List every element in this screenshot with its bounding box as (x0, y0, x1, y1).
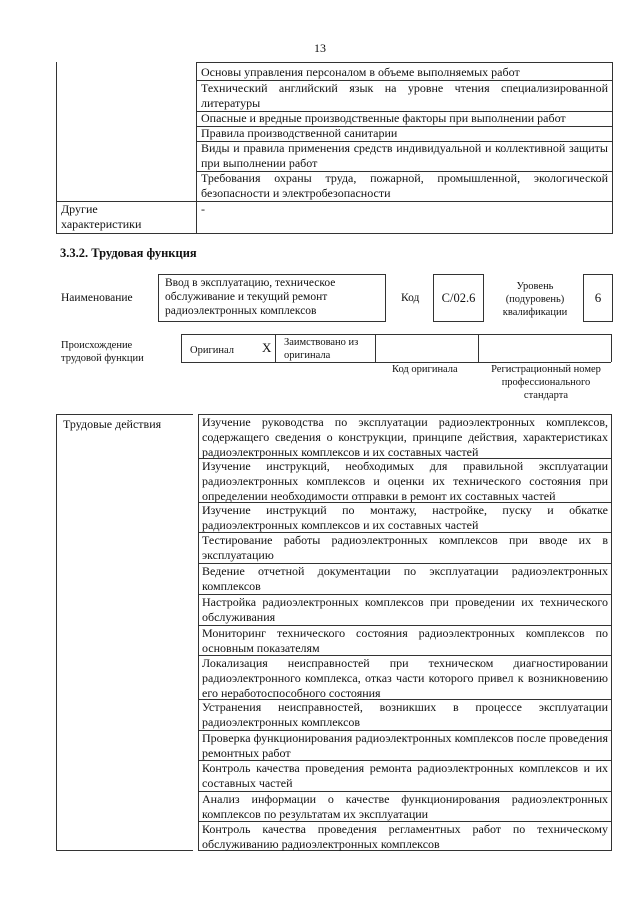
table-row: Мониторинг технического состояния радиоэлектронных комплексов по основным показателям (198, 625, 612, 655)
table-row: Изучение руководства по эксплуатации радиоэлектронных комплексов, содержащего сведения о конструкции, принципе действия, характеристиках радиоэлектронных комплексов и их составных частей (198, 414, 612, 458)
original-label: Оригинал (190, 345, 234, 356)
table-row: Настройка радиоэлектронных комплексов при проведении их технического обслуживания (198, 594, 612, 625)
labor-actions-label: Трудовые действия (63, 417, 162, 431)
table-row: Ведение отчетной документации по эксплуатации радиоэлектронных комплексов (198, 563, 612, 594)
table-row: Проверка функционирования радиоэлектронных комплексов после проведения ремонтных работ (198, 730, 612, 760)
other-characteristics-label: Другие характеристики (61, 202, 142, 231)
table-row: Контроль качества проведения ремонта радиоэлектронных комплексов и их составных частей (198, 760, 612, 791)
table-row: Локализация неисправностей при техническом диагностировании радиоэлектронного комплекса, отказ части которого привел к возникновению его неработоспособного состояния (198, 655, 612, 699)
knowledge-item: Технический английский язык на уровне чтения специализированной литературы (201, 81, 608, 110)
knowledge-item: Правила производственной санитарии (201, 126, 398, 140)
function-name: Ввод в эксплуатацию, техническое обслуживание и текущий ремонт радиоэлектронных комплексов (158, 274, 386, 322)
borrowed-label: Заимствовано из оригинала (284, 337, 359, 361)
section-title: 3.3.2. Трудовая функция (60, 246, 197, 260)
knowledge-item: Опасные и вредные производственные факторы при выполнении работ (201, 111, 566, 125)
table-row: Изучение инструкций, необходимых для правильной эксплуатации радиоэлектронных комплексов и оценки их технического состояния при определении необходимости отправки в ремонт их составных частей (198, 458, 612, 502)
original-mark: X (262, 340, 272, 355)
code-label: Код (401, 292, 420, 304)
knowledge-item: Требования охраны труда, пожарной, промышленной, экологической безопасности и электробезопасности (201, 171, 608, 200)
level-label: Уровень (подуровень) квалификации (502, 281, 568, 318)
qualification-level: 6 (583, 274, 613, 322)
table-row: Анализ информации о качестве функционирования радиоэлектронных комплексов по результатам их эксплуатации (198, 791, 612, 821)
function-code: C/02.6 (433, 274, 484, 322)
origin-label: Происхождение трудовой функции (61, 340, 144, 364)
page-number: 13 (314, 41, 326, 55)
table-row: Контроль качества проведения регламентных работ по техническому обслуживанию радиоэлектронных комплексов (198, 821, 612, 851)
name-label: Наименование (61, 292, 133, 304)
knowledge-item: Виды и правила применения средств индивидуальной и коллективной защиты при выполнении работ (201, 141, 608, 170)
table-row: Устранения неисправностей, возникших в процессе эксплуатации радиоэлектронных комплексов (198, 699, 612, 730)
table-row: Изучение инструкций по монтажу, настройке, пуску и обкатке радиоэлектронных комплексов и их составных частей (198, 502, 612, 532)
other-characteristics-value: - (201, 202, 205, 216)
code-original-label: Код оригинала (392, 364, 458, 375)
knowledge-item: Основы управления персоналом в объеме выполняемых работ (201, 65, 520, 79)
reg-number-label: Регистрационный номер профессионального стандарта (491, 364, 601, 401)
table-row: Тестирование работы радиоэлектронных комплексов при вводе их в эксплуатацию (198, 532, 612, 563)
labor-actions-label-cell (56, 414, 193, 851)
